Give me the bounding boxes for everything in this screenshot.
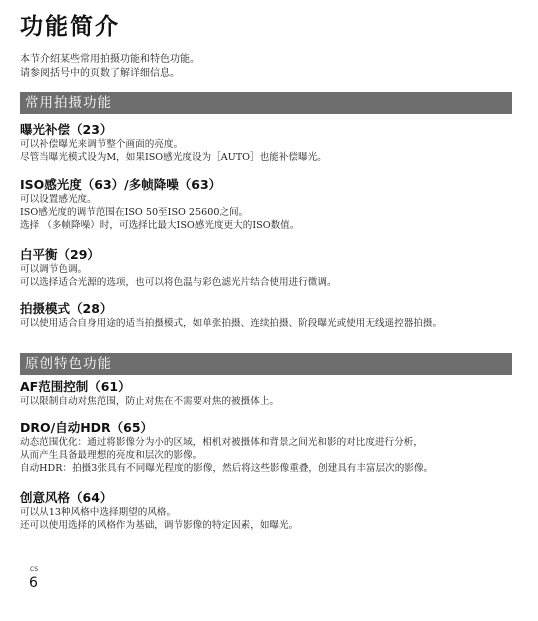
- description-line: 自动HDR：拍摄3张具有不同曝光程度的影像，然后将这些影像重叠，创建具有丰富层次的影像。: [20, 463, 434, 474]
- description-line: 可以调节色调。: [20, 264, 88, 275]
- feature-description: [20, 506, 520, 532]
- page-title: 功能简介: [20, 14, 120, 40]
- feature-dro-auto-hdr: [20, 419, 520, 475]
- description-line: 可以从13种风格中选择期望的风格。: [20, 507, 177, 518]
- section-heading-unique-features: 原创特色功能: [20, 353, 512, 375]
- language-code: CS: [30, 566, 38, 573]
- feature-title: DRO/自动HDR（65）: [20, 420, 154, 435]
- page-number: 6: [29, 575, 38, 591]
- feature-af-range-control: [20, 378, 520, 408]
- feature-exposure-compensation: [20, 121, 520, 164]
- feature-drive-mode: [20, 300, 520, 330]
- intro-line: 本节介绍某些常用拍摄功能和特色功能。: [20, 54, 200, 65]
- feature-description: [20, 138, 520, 164]
- feature-title: 曝光补偿（23）: [20, 122, 113, 137]
- intro-line: 请参阅括号中的页数了解详细信息。: [20, 68, 180, 79]
- feature-title: 创意风格（64）: [20, 490, 113, 505]
- feature-description: [20, 263, 520, 289]
- feature-title: 白平衡（29）: [20, 247, 100, 262]
- feature-white-balance: [20, 246, 520, 289]
- feature-title: ISO感光度（63）/多帧降噪（63）: [20, 177, 222, 192]
- description-line: 选择 （多帧降噪）时，可选择比最大ISO感光度更大的ISO数值。: [20, 220, 300, 231]
- description-line: 还可以使用选择的风格作为基础，调节影像的特定因素，如曝光。: [20, 520, 299, 531]
- feature-title: AF范围控制（61）: [20, 379, 131, 394]
- feature-creative-style: [20, 489, 520, 532]
- feature-description: [20, 193, 520, 232]
- feature-description: [20, 395, 520, 408]
- description-line: 可以限制自动对焦范围，防止对焦在不需要对焦的被摄体上。: [20, 396, 280, 407]
- description-line: 尽管当曝光模式设为M，如果ISO感光度设为［AUTO］也能补偿曝光。: [20, 152, 327, 163]
- description-line: 可以使用适合自身用途的适当拍摄模式，如单张拍摄、连续拍摄、阶段曝光或使用无线遥控器拍摄。: [20, 318, 443, 329]
- description-line: 从而产生具备最理想的亮度和层次的影像。: [20, 450, 203, 461]
- feature-description: [20, 317, 520, 330]
- intro-text: [20, 53, 200, 81]
- description-line: ISO感光度的调节范围在ISO 50至ISO 25600之间。: [20, 207, 249, 218]
- feature-description: [20, 436, 520, 475]
- section-heading-common-features: 常用拍摄功能: [20, 92, 512, 114]
- description-line: 动态范围优化：通过将影像分为小的区域，相机对被摄体和背景之间光和影的对比度进行分析，: [20, 437, 423, 448]
- feature-title: 拍摄模式（28）: [20, 301, 113, 316]
- feature-iso-noise-reduction: [20, 176, 520, 232]
- description-line: 可以选择适合光源的选项，也可以将色温与彩色滤光片结合使用进行微调。: [20, 277, 337, 288]
- description-line: 可以补偿曝光来调节整个画面的亮度。: [20, 139, 184, 150]
- description-line: 可以设置感光度。: [20, 194, 97, 205]
